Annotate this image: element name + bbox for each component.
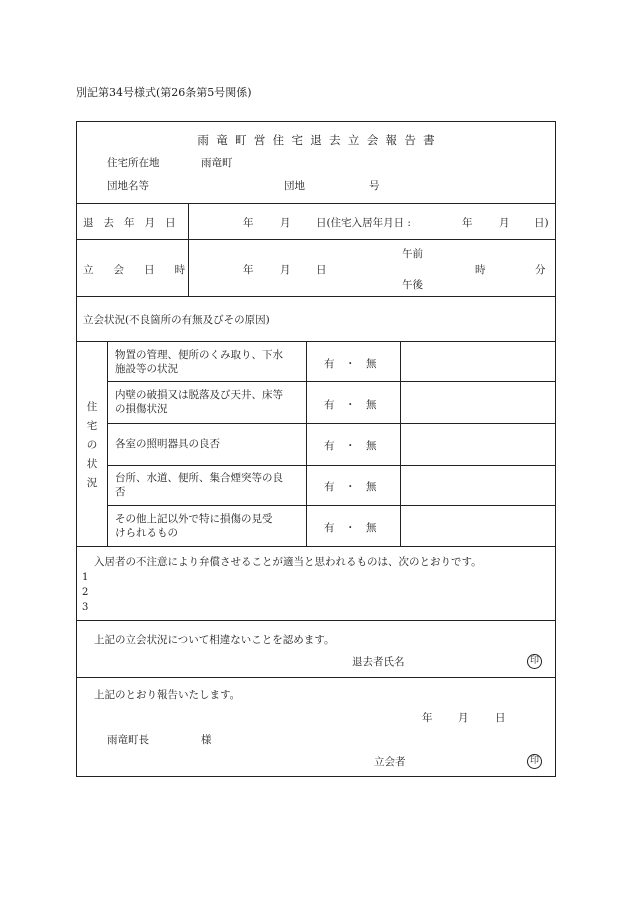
text-line: 内壁の破損又は脱落及び天井、床等 (115, 389, 283, 401)
row-divider (107, 505, 555, 506)
report-day: 日 (495, 712, 506, 724)
inspection-label (83, 262, 185, 277)
housing-status-label (85, 398, 99, 493)
movein-year: 年 (462, 217, 473, 229)
column-divider (188, 203, 189, 296)
moveout-year: 年 (243, 217, 254, 229)
text-line: 否 (115, 486, 126, 498)
label-char: 日 (165, 217, 176, 229)
title-char: 竜 (216, 133, 228, 147)
title-char: 報 (385, 133, 397, 147)
title-char: 去 (329, 133, 341, 147)
title-char: 書 (423, 133, 435, 147)
moveout-day-paren: 日(住宅入居年月日 : (316, 217, 411, 229)
seal-icon: 印 (527, 754, 542, 769)
address-label: 住宅所在地 (107, 157, 160, 169)
movein-day: 日) (534, 217, 549, 229)
title-char: 営 (253, 133, 266, 147)
text-line: けられるもの (115, 527, 178, 539)
row-divider (107, 381, 555, 382)
column-divider (107, 341, 108, 546)
row-divider (77, 620, 555, 621)
row-divider (107, 423, 555, 424)
addressee: 雨竜町長 (107, 734, 149, 746)
confirmation-text: 上記の立会状況について相違ないことを認めます。 (94, 634, 335, 646)
compensation-text: 入居者の不注意により弁償させることが適当と思われるものは、次のとおりです。 (94, 556, 482, 568)
text-line: 各室の照明器具の良否 (115, 438, 220, 450)
address-value: 雨竜町 (201, 157, 233, 169)
title-char: 宅 (291, 133, 303, 147)
text-line: 物置の管理、便所のくみ取り、下水 (115, 349, 283, 361)
hour-label: 時 (475, 264, 486, 276)
inspection-year: 年 (243, 264, 254, 276)
row-divider (77, 341, 555, 342)
check-item-text (115, 388, 283, 416)
label-char: 日 (144, 264, 155, 276)
text-line: 台所、水道、便所、集合煙突等の良 (115, 472, 283, 484)
report-month: 月 (458, 712, 469, 724)
row-divider (77, 239, 555, 240)
title-char: 会 (366, 133, 379, 147)
compensation-item: 2 (82, 587, 89, 598)
label-char: 時 (174, 264, 186, 276)
check-item-choice[interactable]: 有 ・ 無 (324, 399, 377, 411)
row-divider (77, 203, 555, 204)
signer-label: 退去者氏名 (352, 656, 405, 668)
seal-icon: 印 (527, 654, 542, 669)
form-number: 別記第34号様式(第26条第5号関係) (76, 86, 252, 99)
text-line: の損傷状況 (115, 403, 168, 415)
compensation-item: 3 (82, 602, 89, 613)
complex-label: 団地名等 (107, 180, 149, 192)
report-text: 上記のとおり報告いたします。 (94, 689, 241, 701)
number-unit: 号 (369, 180, 380, 192)
text-line: 施設等の状況 (115, 363, 178, 375)
label-char: 況 (86, 477, 98, 489)
check-item-text (115, 348, 283, 376)
witness-label: 立会者 (374, 756, 406, 768)
check-item-choice[interactable]: 有 ・ 無 (324, 440, 377, 452)
text-line: その他上記以外で特に損傷の見受 (115, 513, 273, 525)
column-divider (400, 341, 401, 546)
status-heading: 立会状況(不良箇所の有無及びその原因) (83, 314, 270, 326)
minute-label: 分 (535, 264, 546, 276)
label-char: 年 (124, 217, 135, 229)
check-item-choice[interactable]: 有 ・ 無 (324, 481, 377, 493)
label-char: の (86, 439, 98, 451)
title-char: 雨 (197, 133, 209, 147)
label-char: 退 (83, 217, 94, 229)
label-char: 会 (113, 264, 125, 276)
label-char: 去 (103, 217, 115, 229)
column-divider (306, 341, 307, 546)
check-item-text (115, 437, 220, 451)
row-divider (77, 546, 555, 547)
complex-unit: 団地 (284, 180, 305, 192)
check-item-choice[interactable]: 有 ・ 無 (324, 522, 377, 534)
label-char: 立 (83, 264, 94, 276)
report-year: 年 (422, 712, 433, 724)
honorific: 様 (201, 734, 212, 746)
label-char: 状 (86, 458, 98, 470)
title-char: 町 (235, 133, 247, 147)
title-char: 住 (272, 133, 285, 147)
am-label: 午前 (402, 248, 423, 260)
form-title (77, 132, 555, 148)
label-char: 月 (144, 217, 156, 229)
movein-month: 月 (499, 217, 510, 229)
compensation-item: 1 (82, 572, 89, 583)
row-divider (77, 296, 555, 297)
title-char: 立 (347, 133, 360, 147)
check-item-text (115, 512, 273, 540)
inspection-day: 日 (316, 264, 327, 276)
title-char: 告 (404, 133, 416, 147)
label-char: 宅 (86, 420, 98, 432)
title-char: 退 (310, 133, 322, 147)
report-form (76, 121, 556, 777)
inspection-month: 月 (280, 264, 291, 276)
check-item-choice[interactable]: 有 ・ 無 (324, 358, 377, 370)
moveout-label (83, 215, 176, 230)
pm-label: 午後 (402, 279, 423, 291)
label-char: 住 (86, 401, 98, 413)
row-divider (107, 465, 555, 466)
row-divider (77, 677, 555, 678)
check-item-text (115, 471, 283, 499)
moveout-month: 月 (280, 217, 291, 229)
